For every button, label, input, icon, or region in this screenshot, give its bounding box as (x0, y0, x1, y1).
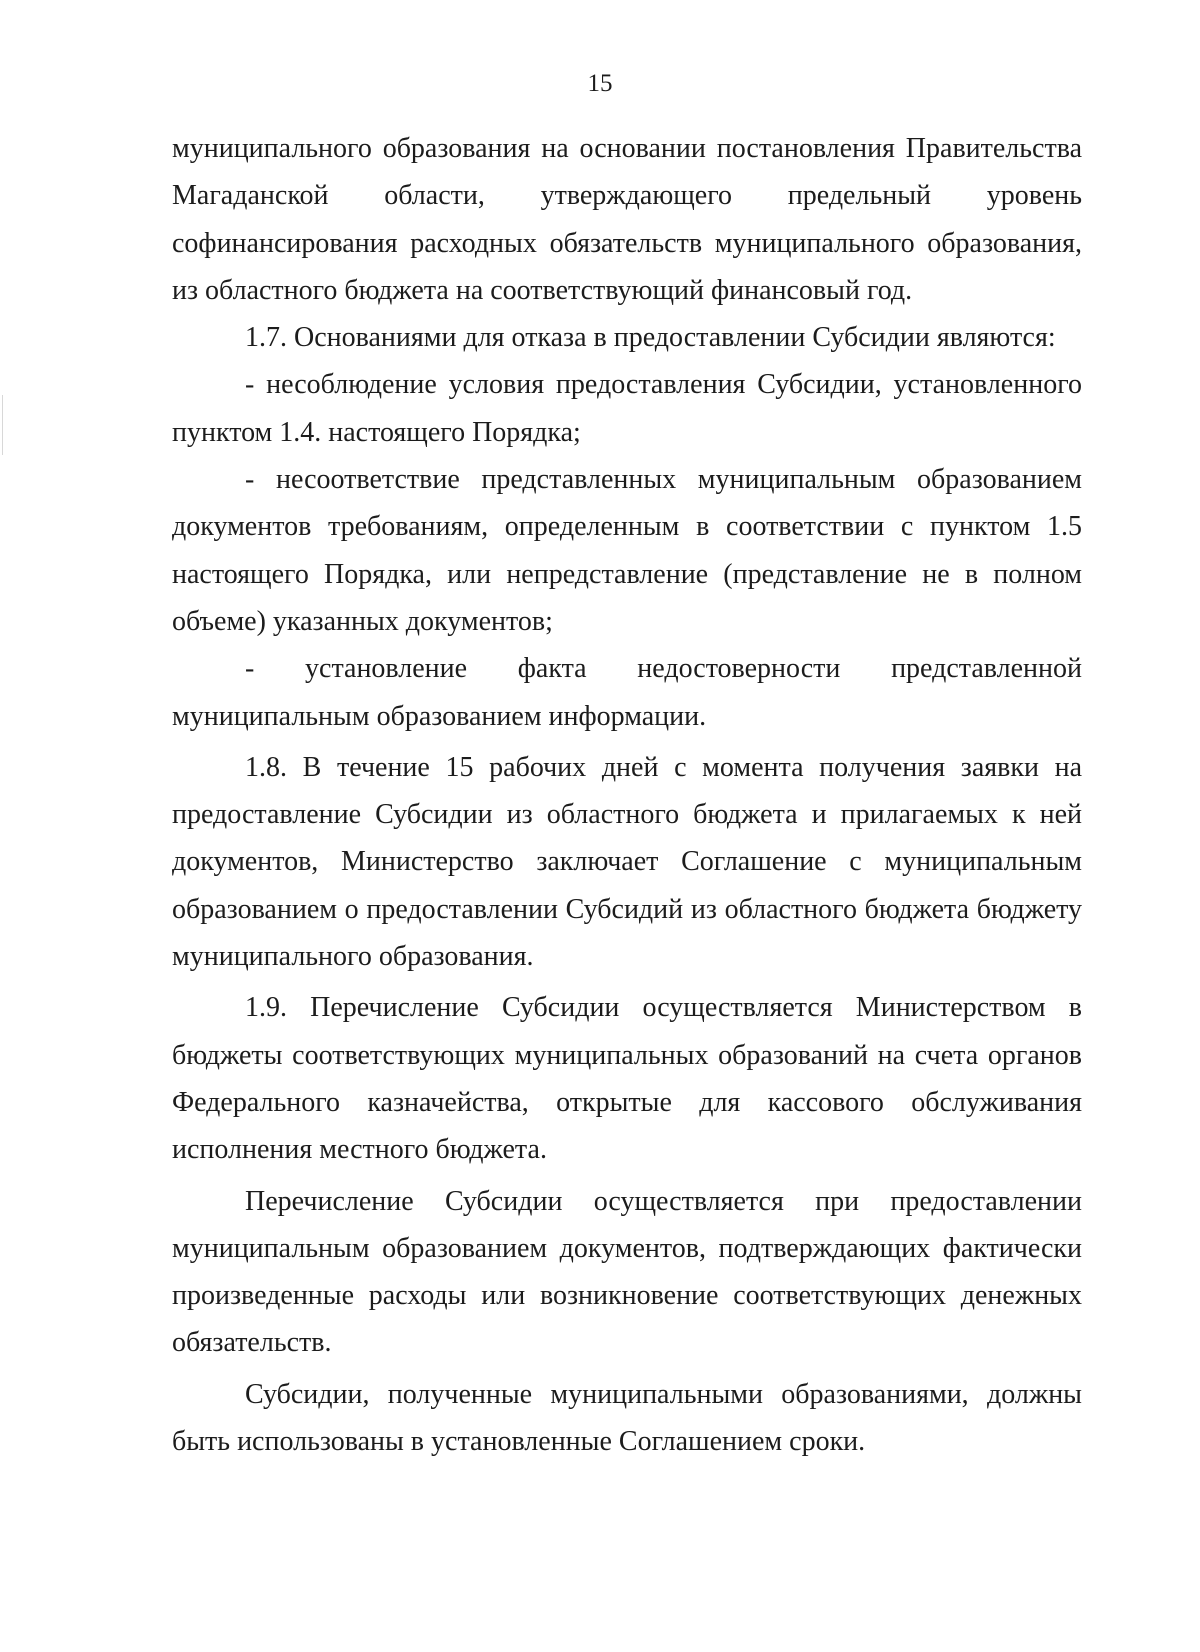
list-item-documents: - несоответствие представленных муниципальным образованием документов требованиям, определенным в соответствии с пунктом 1.5 настоящего Порядка, или непредставление (представление не в полном объеме) указанных документов; (172, 464, 1082, 637)
paragraph-1-9: 1.9. Перечисление Субсидии осуществляется Министерством в бюджеты соответствующих муниципальных образований на счета органов Федерального казначейства, открытые для кассового обслуживания исполнения местного бюджета. (172, 992, 1082, 1166)
paragraph-continuation: муниципального образования на основании постановления Правительства Магаданской области, утверждающего предельный уровень софинансирования расходных обязательств муниципального образования, из областного бюджета на соответствующий финансовый год. (172, 133, 1082, 306)
paragraph-deadlines: Субсидии, полученные муниципальными образованиями, должны быть использованы в установленные Соглашением сроки. (172, 1378, 1082, 1458)
document-body (172, 125, 1082, 1465)
paragraph-1-7: 1.7. Основаниями для отказа в предоставлении Субсидии являются: (245, 322, 1056, 354)
paragraph-1-8: 1.8. В течение 15 рабочих дней с момента получения заявки на предоставление Субсидии из областного бюджета и прилагаемых к ней документов, Министерство заключает Соглашение с муниципальным образованием о предоставлении Субсидий из областного бюджета бюджету муниципального образования. (172, 751, 1082, 973)
list-item-information: - установление факта недостоверности представленной муниципальным образованием информации. (172, 653, 1082, 732)
scan-edge-mark (2, 395, 3, 455)
paragraph-transfer: Перечисление Субсидии осуществляется при предоставлении муниципальным образованием документов, подтверждающих фактически произведенные расходы или возникновение соответствующих денежных обязательств. (172, 1185, 1082, 1359)
page-number: 15 (587, 70, 613, 97)
list-item-condition: - несоблюдение условия предоставления Субсидии, установленного пунктом 1.4. настоящего Порядка; (172, 369, 1082, 448)
